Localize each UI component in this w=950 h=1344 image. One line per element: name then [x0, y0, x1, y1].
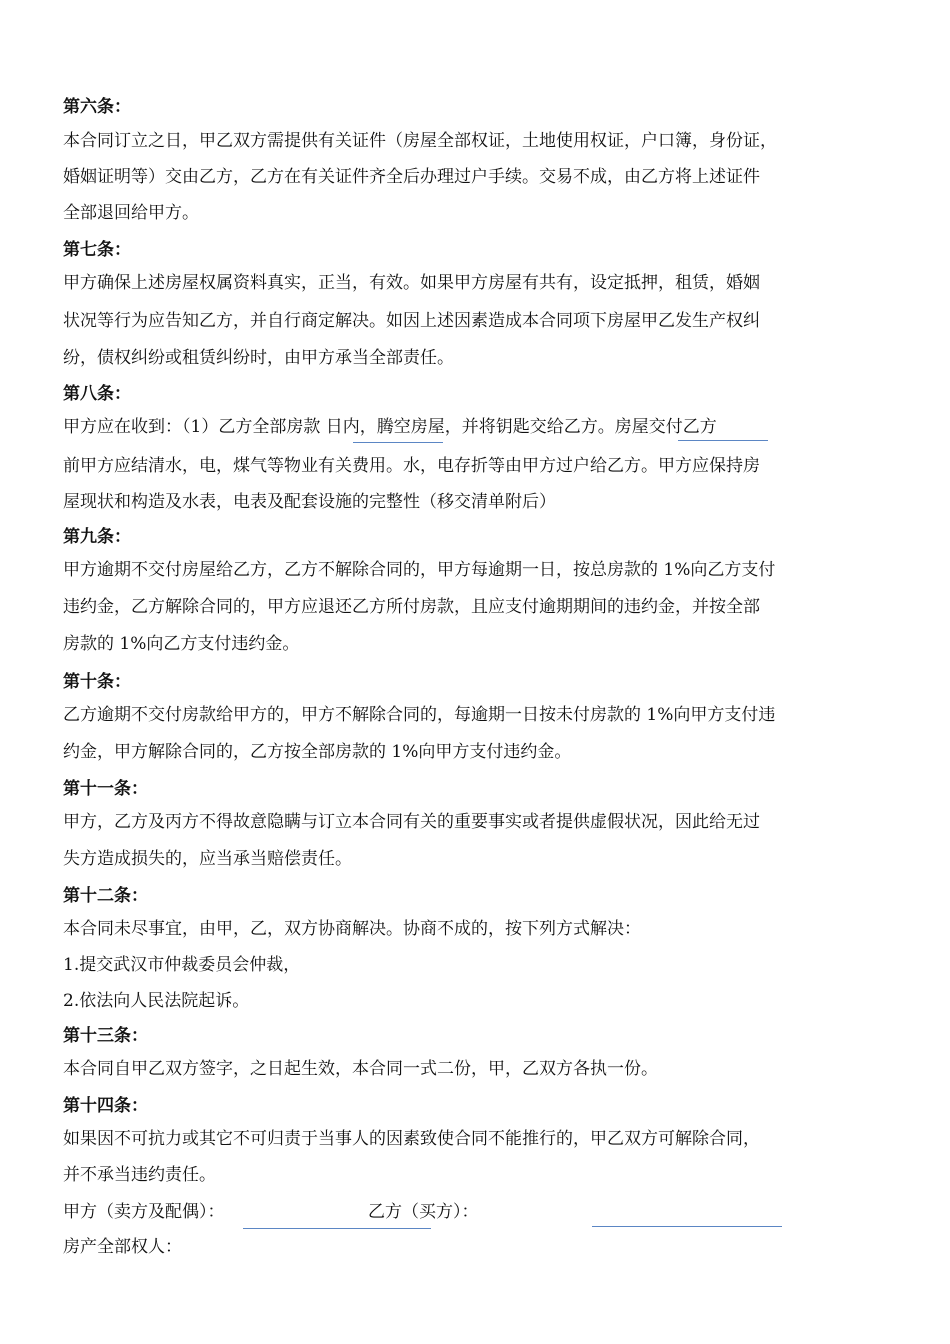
article-6-heading: 第六条： [63, 97, 131, 117]
article-10-text-line: 乙方逾期不交付房款给甲方的，甲方不解除合同的，每逾期一日按未付房款的 1%向甲方支付违 [63, 705, 776, 725]
article-7-text-line: 甲方确保上述房屋权属资料真实，正当，有效。如果甲方房屋有共有，设定抵押，租赁，婚姻 [63, 273, 760, 293]
article-11-heading: 第十一条： [63, 779, 148, 799]
party-a-signature-line [243, 1228, 431, 1229]
article-11-text-line: 甲方，乙方及丙方不得故意隐瞒与订立本合同有关的重要事实或者提供虚假状况，因此给无过 [63, 812, 760, 832]
handover-underline [678, 440, 768, 441]
property-owners-label: 房产全部权人： [63, 1237, 182, 1257]
article-14-text-line: 并不承当违约责任。 [63, 1165, 216, 1185]
article-13-heading: 第十三条： [63, 1026, 148, 1046]
article-14-heading: 第十四条： [63, 1096, 148, 1116]
article-8-text-line: 甲方应在收到：（1）乙方全部房款 日内，腾空房屋，并将钥匙交给乙方。房屋交付乙方 [63, 417, 717, 437]
party-b-label: 乙方（买方）： [368, 1202, 479, 1222]
article-12-option-2: 2.依法向人民法院起诉。 [63, 991, 250, 1011]
article-12-option-1: 1.提交武汉市仲裁委员会仲裁， [63, 955, 301, 975]
article-10-heading: 第十条： [63, 672, 131, 692]
article-6-text-line: 婚姻证明等）交由乙方，乙方在有关证件齐全后办理过户手续。交易不成，由乙方将上述证件 [63, 167, 760, 187]
article-8-text-line: 屋现状和构造及水表，电表及配套设施的完整性（移交清单附后） [63, 492, 556, 512]
article-7-heading: 第七条： [63, 240, 131, 260]
article-6-text-line: 本合同订立之日，甲乙双方需提供有关证件（房屋全部权证，土地使用权证，户口簿，身份证， [63, 131, 777, 151]
article-7-text-line: 纷，债权纠纷或租赁纠纷时，由甲方承当全部责任。 [63, 348, 454, 368]
article-9-heading: 第九条： [63, 527, 131, 547]
article-13-text-line: 本合同自甲乙双方签字，之日起生效，本合同一式二份，甲，乙双方各执一份。 [63, 1059, 658, 1079]
article-8-text-line: 前甲方应结清水，电，煤气等物业有关费用。水，电存折等由甲方过户给乙方。甲方应保持房 [63, 456, 760, 476]
article-11-text-line: 失方造成损失的，应当承当赔偿责任。 [63, 849, 352, 869]
party-a-label: 甲方（卖方及配偶）： [63, 1202, 225, 1222]
days-blank-underline [353, 442, 443, 443]
article-10-text-line: 约金，甲方解除合同的，乙方按全部房款的 1%向甲方支付违约金。 [63, 742, 572, 762]
article-12-text-line: 本合同未尽事宜，由甲，乙，双方协商解决。协商不成的，按下列方式解决： [63, 919, 641, 939]
article-12-heading: 第十二条： [63, 886, 148, 906]
article-9-text-line: 房款的 1%向乙方支付违约金。 [63, 634, 300, 654]
party-b-signature-line [592, 1226, 782, 1227]
article-9-text-line: 违约金，乙方解除合同的，甲方应退还乙方所付房款，且应支付逾期期间的违约金，并按全部 [63, 597, 760, 617]
article-8-heading: 第八条： [63, 384, 131, 404]
article-6-text-line: 全部退回给甲方。 [63, 203, 199, 223]
article-9-text-line: 甲方逾期不交付房屋给乙方，乙方不解除合同的，甲方每逾期一日，按总房款的 1%向乙方支付 [63, 560, 776, 580]
article-7-text-line: 状况等行为应告知乙方，并自行商定解决。如因上述因素造成本合同项下房屋甲乙发生产权纠 [63, 311, 760, 331]
article-14-text-line: 如果因不可抗力或其它不可归责于当事人的因素致使合同不能推行的，甲乙双方可解除合同， [63, 1129, 760, 1149]
